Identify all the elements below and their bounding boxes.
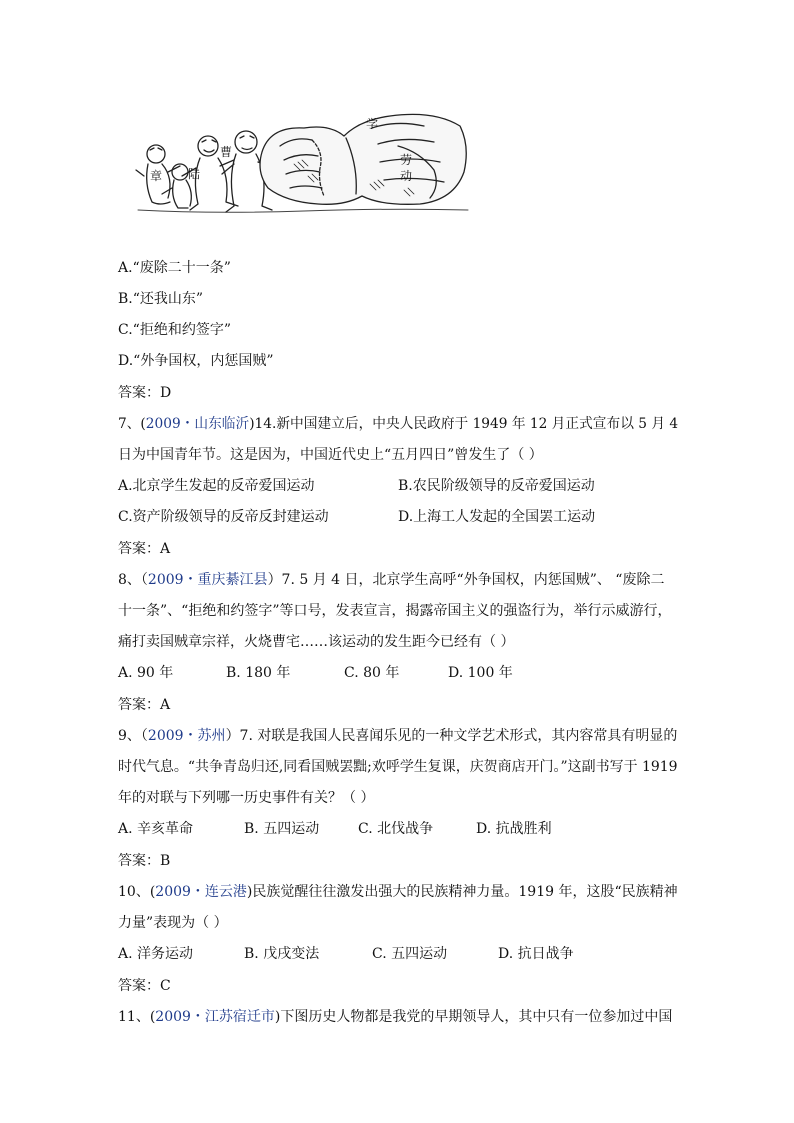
- q8-stem-line2: 十一条”、“拒绝和约签字”等口号，发表宣言，揭露帝国主义的强盗行为，举行示威游行，: [118, 603, 672, 619]
- q7-option-d: D.上海工人发起的全国罢工运动: [398, 509, 596, 525]
- q8-stem-line1: [118, 570, 664, 590]
- q6-option-b: B.“还我山东”: [118, 291, 204, 307]
- q8-option-d: D. 100 年: [448, 665, 513, 681]
- q8-source: 2009・重庆綦江县: [147, 572, 268, 588]
- q10-prefix: 10、(: [118, 884, 156, 900]
- q6-option-c: C.“拒绝和约签字”: [118, 322, 231, 338]
- q10-option-d: D. 抗日战争: [498, 946, 574, 962]
- q10-stem-line1: [118, 882, 678, 902]
- cartoon-label-zhang: 章: [150, 169, 163, 183]
- q9-option-c: C. 北伐战争: [358, 821, 434, 837]
- q8-stem-rest: ）7. 5 月 4 日，北京学生高呼“外争国权，内惩国贼”、 “废除二: [267, 572, 665, 588]
- q7-answer: 答案：A: [118, 541, 171, 557]
- q7-stem-line2: 日为中国青年节。这是因为，中国近代史上“五月四日”曾发生了（ ）: [118, 447, 543, 463]
- q9-option-a: A. 辛亥革命: [118, 821, 194, 837]
- q7-option-a: A.北京学生发起的反帝爱国运动: [118, 478, 315, 494]
- q10-option-c: C. 五四运动: [372, 946, 448, 962]
- cartoon-label-lao: 劳: [400, 153, 413, 167]
- q10-option-b: B. 戊戌变法: [244, 946, 320, 962]
- q9-stem-rest: ）7. 对联是我国人民喜闻乐见的一种文学艺术形式，其内容常具有明显的: [225, 728, 678, 744]
- q8-option-a: A. 90 年: [118, 665, 174, 681]
- q9-stem-line1: [118, 726, 677, 746]
- q10-stem-line2: 力量”表现为（ ）: [118, 915, 228, 931]
- cartoon-label-xue: 学: [366, 117, 379, 131]
- q11-source: 2009・江苏宿迁市: [155, 1009, 275, 1025]
- q9-answer: 答案：B: [118, 853, 171, 869]
- q7-source: 2009・山东临沂: [145, 416, 250, 432]
- q9-stem-line3: 年的对联与下列哪一历史事件有关？（ ）: [118, 790, 375, 806]
- q9-stem-line2: 时代气息。“共争青岛归还,同看国贼罢黜;欢呼学生复课，庆贺商店开门。”这副书写于 1919: [118, 759, 678, 775]
- q8-option-c: C. 80 年: [344, 665, 400, 681]
- q6-answer: 答案：D: [118, 385, 172, 401]
- q9-source: 2009・苏州: [147, 728, 226, 744]
- cartoon-label-cao: 曹: [220, 145, 233, 159]
- q7-prefix: 7、(: [118, 416, 146, 432]
- q7-stem-line1: [118, 414, 678, 434]
- cartoon-label-dong: 动: [400, 169, 413, 183]
- q8-prefix: 8、（: [118, 572, 148, 588]
- q8-answer: 答案：A: [118, 697, 171, 713]
- q7-option-b: B.农民阶级领导的反帝爱国运动: [398, 478, 595, 494]
- q8-stem-line3: 痛打卖国贼章宗祥，火烧曹宅……该运动的发生距今已经有（ ）: [118, 634, 515, 650]
- q10-stem-rest: )民族觉醒往往激发出强大的民族精神力量。1919 年，这股“民族精神: [246, 884, 678, 900]
- q11-prefix: 11、(: [118, 1009, 156, 1025]
- q6-option-d: D.“外争国权，内惩国贼”: [118, 353, 274, 369]
- cartoon-illustration: [134, 106, 470, 218]
- q7-option-c: C.资产阶级领导的反帝反封建运动: [118, 509, 329, 525]
- q8-option-b: B. 180 年: [226, 665, 291, 681]
- q9-option-b: B. 五四运动: [244, 821, 320, 837]
- q10-source: 2009・连云港: [155, 884, 247, 900]
- q6-option-a: A.“废除二十一条”: [118, 260, 231, 276]
- q9-option-d: D. 抗战胜利: [476, 821, 552, 837]
- q11-stem-line1: [118, 1007, 672, 1027]
- cartoon-label-lu: 陆: [188, 167, 201, 181]
- q11-stem-rest: )下图历史人物都是我党的早期领导人，其中只有一位参加过中国: [274, 1009, 673, 1025]
- q7-stem-rest: )14.新中国建立后，中央人民政府于 1949 年 12 月正式宣布以 5 月 4: [249, 416, 679, 432]
- q10-option-a: A. 洋务运动: [118, 946, 194, 962]
- q9-prefix: 9、（: [118, 728, 148, 744]
- q10-answer: 答案：C: [118, 978, 171, 994]
